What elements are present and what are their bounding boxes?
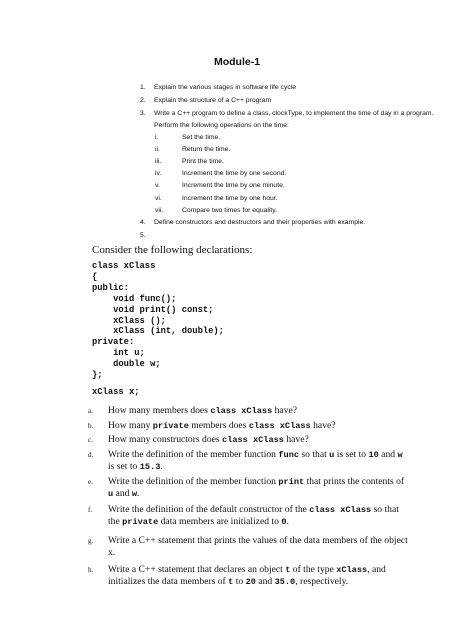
subquestion-label: e. <box>88 478 93 486</box>
code-line: int u; <box>92 348 145 358</box>
code-line: public: <box>92 283 129 293</box>
subquestion-text: How many constructors does class xClass have? <box>108 434 309 445</box>
operation-text: Set the time. <box>182 134 221 141</box>
code-line: double w; <box>92 359 161 369</box>
question-text: Explain the structure of a C++ program <box>154 97 272 104</box>
operation-text: Increment the time by one minute. <box>182 182 285 189</box>
operation-number: iv. <box>155 170 162 177</box>
operation-text: Print the time. <box>182 158 224 165</box>
subquestion-text: How many members does class xClass have? <box>108 405 297 416</box>
code-line: private: <box>92 337 135 347</box>
page-title: Module-1 <box>213 56 261 68</box>
code-line: xClass x; <box>92 387 140 397</box>
subquestion-label: f. <box>88 506 93 514</box>
operation-number: i. <box>155 134 159 141</box>
subquestion-label: g. <box>88 537 94 545</box>
operation-text: Increment the time by one second. <box>182 170 287 177</box>
code-line: }; <box>92 370 103 380</box>
subquestion-text: Write a C++ statement that prints the values of the data members of the object x. <box>108 535 408 558</box>
question-number: 5. <box>140 232 146 239</box>
question-number: 2. <box>140 97 146 104</box>
subquestion-text: Write the definition of the default constructor of the class xClass so that the private data members are initialized to 0. <box>108 504 399 527</box>
operation-number: v. <box>155 182 160 189</box>
code-line: { <box>92 272 98 282</box>
operation-number: vii. <box>155 207 164 214</box>
subquestion-text: Write the definition of the member function print that prints the contents of u and w. <box>108 476 405 499</box>
operation-number: iii. <box>155 158 162 165</box>
question-number: 1. <box>140 84 146 91</box>
subquestion-label: d. <box>88 451 94 459</box>
code-line: xClass (int, double); <box>92 326 224 336</box>
subquestion-label: h. <box>88 566 94 574</box>
question-text: Write a C++ program to define a class, clockType, to implement the time of day in a program. <box>154 110 434 117</box>
subquestion-text: Write the definition of the member function func so that u is set to 10 and w is set to 15.3. <box>108 449 403 472</box>
subquestion-label: c. <box>88 436 93 444</box>
operation-number: ii. <box>155 146 160 153</box>
operation-number: vi. <box>155 195 162 202</box>
question-number: 4. <box>140 219 146 226</box>
operation-text: Compare two times for equality. <box>182 207 278 214</box>
question-text: Explain the various stages in software life cycle <box>154 84 297 91</box>
subquestion-label: a. <box>88 407 93 415</box>
code-line: xClass (); <box>92 316 166 326</box>
operation-text: Increment the time by one hour. <box>182 195 278 202</box>
code-line: class xClass <box>92 261 156 271</box>
subquestion-text: How many private members does class xClass have? <box>108 420 336 431</box>
question-text: Perform the following operations on the time: <box>154 122 289 129</box>
code-line: void print() const; <box>92 305 214 315</box>
question-text: Define constructors and destructors and their properties with example. <box>154 219 366 226</box>
subquestion-text: Write a C++ statement that declares an object t of the type xClass, and initializes the data members of t to 20 and 35.0, respectively. <box>108 564 386 587</box>
operation-text: Return the time. <box>182 146 231 153</box>
subquestion-label: b. <box>88 422 94 430</box>
excerpt-heading: Consider the following declarations: <box>92 244 253 256</box>
code-line: void func(); <box>92 294 177 304</box>
question-number: 3. <box>140 110 146 117</box>
